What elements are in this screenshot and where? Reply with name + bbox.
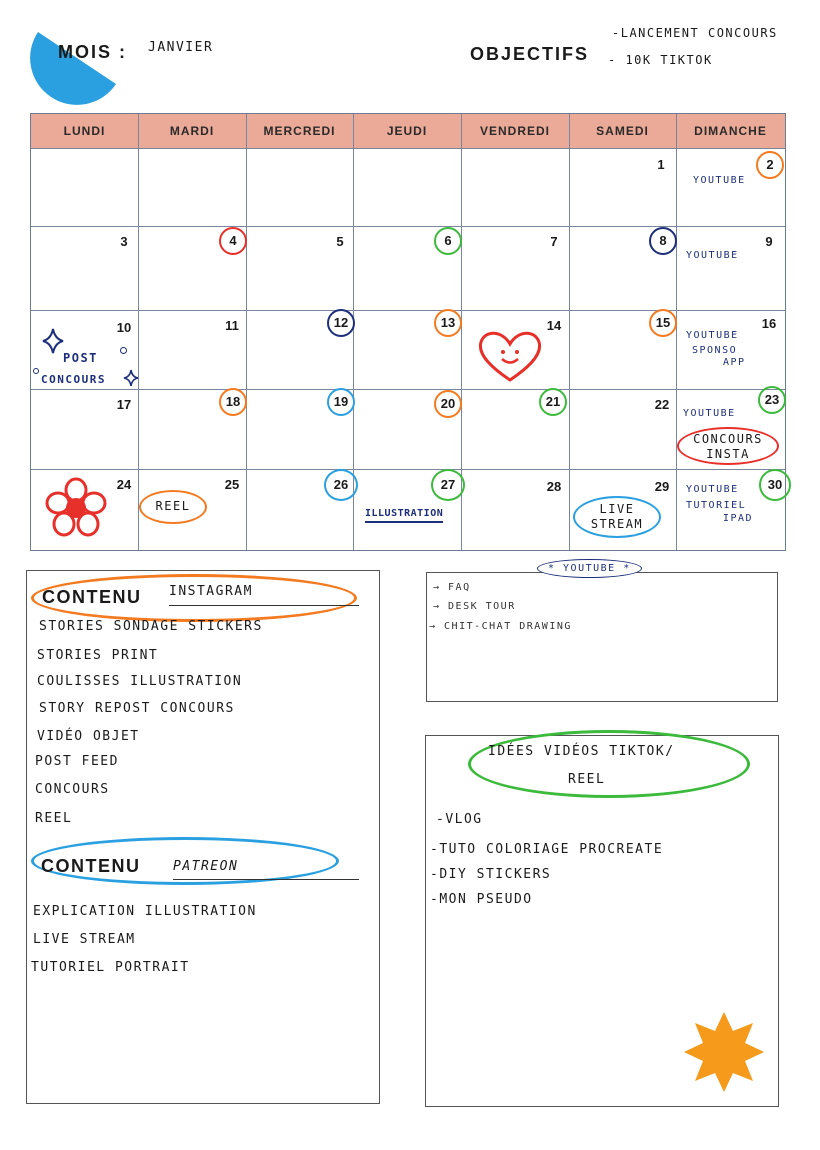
heart-icon bbox=[476, 328, 544, 384]
note-youtube: YOUTUBE bbox=[686, 250, 739, 261]
date-15: 15 bbox=[649, 309, 677, 337]
note-post: POST bbox=[63, 351, 98, 365]
date-18: 18 bbox=[219, 388, 247, 416]
date-12: 12 bbox=[327, 309, 355, 337]
sparkle-icon bbox=[41, 327, 65, 355]
note-tutoriel: TUTORIEL bbox=[686, 500, 747, 511]
instagram-idea: CONCOURS bbox=[35, 782, 110, 797]
youtube-panel bbox=[426, 563, 778, 702]
youtube-item: → CHIT-CHAT DRAWING bbox=[429, 621, 572, 632]
instagram-section-subtitle: INSTAGRAM bbox=[169, 584, 359, 606]
date-22: 22 bbox=[654, 397, 670, 412]
content-panel-left bbox=[26, 570, 380, 1104]
date-24: 24 bbox=[116, 477, 132, 492]
day-name: LUNDI bbox=[63, 124, 106, 138]
date-21: 21 bbox=[539, 388, 567, 416]
note-concours: CONCOURS bbox=[41, 373, 106, 386]
date-8: 8 bbox=[649, 227, 677, 255]
date-5: 5 bbox=[336, 234, 344, 249]
date-16: 16 bbox=[761, 316, 777, 331]
grid-line bbox=[138, 114, 139, 550]
month-label: MOIS : bbox=[58, 42, 127, 62]
day-name: MARDI bbox=[169, 124, 215, 138]
note-youtube: YOUTUBE bbox=[686, 330, 739, 341]
date-9: 9 bbox=[765, 234, 773, 249]
tiktok-idea: -DIY STICKERS bbox=[430, 867, 552, 882]
oval-concours-insta: CONCOURS INSTA bbox=[677, 427, 779, 465]
day-name: JEUDI bbox=[386, 124, 428, 138]
note-sponso: SPONSO bbox=[692, 345, 738, 356]
blue-semicircle-decoration bbox=[30, 22, 120, 112]
objectives-label: OBJECTIFS bbox=[470, 44, 590, 64]
objective-item: - 10K TIKTOK bbox=[608, 53, 713, 67]
patreon-section-subtitle: PATREON bbox=[173, 859, 359, 880]
patreon-idea: TUTORIEL PORTRAIT bbox=[31, 960, 190, 975]
grid-line bbox=[31, 469, 785, 470]
date-30: 30 bbox=[759, 469, 791, 501]
tiktok-idea: -VLOG bbox=[436, 812, 483, 827]
date-3: 3 bbox=[120, 234, 128, 249]
instagram-idea: STORIES SONDAGE STICKERS bbox=[39, 619, 263, 634]
date-7: 7 bbox=[550, 234, 558, 249]
objective-item: -LANCEMENT CONCOURS bbox=[612, 26, 778, 40]
instagram-idea: REEL bbox=[35, 811, 73, 826]
instagram-idea: VIDÉO OBJET bbox=[37, 729, 140, 744]
date-14: 14 bbox=[546, 318, 562, 333]
youtube-item: → FAQ bbox=[433, 582, 471, 593]
month-value: JANVIER bbox=[148, 40, 214, 55]
youtube-title: * YOUTUBE * bbox=[537, 559, 642, 578]
grid-line bbox=[31, 148, 785, 149]
date-17: 17 bbox=[116, 397, 132, 412]
tiktok-title: IDÉES VIDÉOS TIKTOK/ bbox=[488, 744, 675, 759]
patreon-idea: LIVE STREAM bbox=[33, 932, 136, 947]
date-10: 10 bbox=[116, 320, 132, 335]
grid-line bbox=[246, 114, 247, 550]
instagram-section-title: CONTENU bbox=[42, 587, 142, 607]
flower-icon bbox=[43, 476, 109, 540]
instagram-idea: COULISSES ILLUSTRATION bbox=[37, 674, 243, 689]
note-illustration: ILLUSTRATION bbox=[365, 508, 443, 523]
instagram-idea: STORY REPOST CONCOURS bbox=[39, 701, 235, 716]
day-name: DIMANCHE bbox=[694, 124, 767, 138]
oval-live-stream: LIVE STREAM bbox=[573, 496, 661, 538]
dot-decoration bbox=[33, 368, 39, 374]
date-20: 20 bbox=[434, 390, 462, 418]
date-11: 11 bbox=[225, 318, 239, 333]
date-4: 4 bbox=[219, 227, 247, 255]
note-youtube: YOUTUBE bbox=[683, 408, 736, 419]
date-23: 23 bbox=[758, 386, 786, 414]
dot-decoration bbox=[120, 347, 127, 354]
tiktok-panel bbox=[425, 735, 779, 1107]
grid-line bbox=[676, 114, 677, 550]
date-27: 27 bbox=[431, 469, 465, 501]
note-youtube: YOUTUBE bbox=[686, 484, 739, 495]
tiktok-title-reel: REEL bbox=[568, 772, 606, 787]
day-name: VENDREDI bbox=[479, 124, 550, 138]
date-26: 26 bbox=[324, 469, 358, 501]
tiktok-title-oval bbox=[468, 730, 750, 798]
instagram-idea: STORIES PRINT bbox=[37, 648, 159, 663]
month-calendar bbox=[30, 113, 786, 551]
date-2: 2 bbox=[756, 151, 784, 179]
day-name: MERCREDI bbox=[263, 124, 336, 138]
note-ipad: IPAD bbox=[723, 513, 754, 524]
date-25: 25 bbox=[224, 477, 240, 492]
date-29: 29 bbox=[654, 479, 670, 494]
oval-reel: REEL bbox=[139, 490, 207, 524]
day-name: SAMEDI bbox=[596, 124, 649, 138]
date-19: 19 bbox=[327, 388, 355, 416]
star-sticker-icon bbox=[682, 1010, 766, 1094]
date-1: 1 bbox=[657, 157, 665, 172]
grid-line bbox=[31, 310, 785, 311]
date-6: 6 bbox=[434, 227, 462, 255]
date-28: 28 bbox=[546, 479, 562, 494]
sparkle-icon bbox=[123, 369, 139, 387]
youtube-item: → DESK TOUR bbox=[433, 601, 516, 612]
date-13: 13 bbox=[434, 309, 462, 337]
grid-line bbox=[569, 114, 570, 550]
instagram-idea: POST FEED bbox=[35, 754, 119, 769]
tiktok-idea: -TUTO COLORIAGE PROCREATE bbox=[430, 842, 664, 857]
tiktok-idea: -MON PSEUDO bbox=[430, 892, 533, 907]
grid-line bbox=[31, 389, 785, 390]
patreon-idea: EXPLICATION ILLUSTRATION bbox=[33, 904, 257, 919]
grid-line bbox=[31, 226, 785, 227]
patreon-section-title: CONTENU bbox=[41, 856, 141, 876]
note-app: APP bbox=[723, 357, 746, 368]
note-youtube: YOUTUBE bbox=[693, 175, 746, 186]
